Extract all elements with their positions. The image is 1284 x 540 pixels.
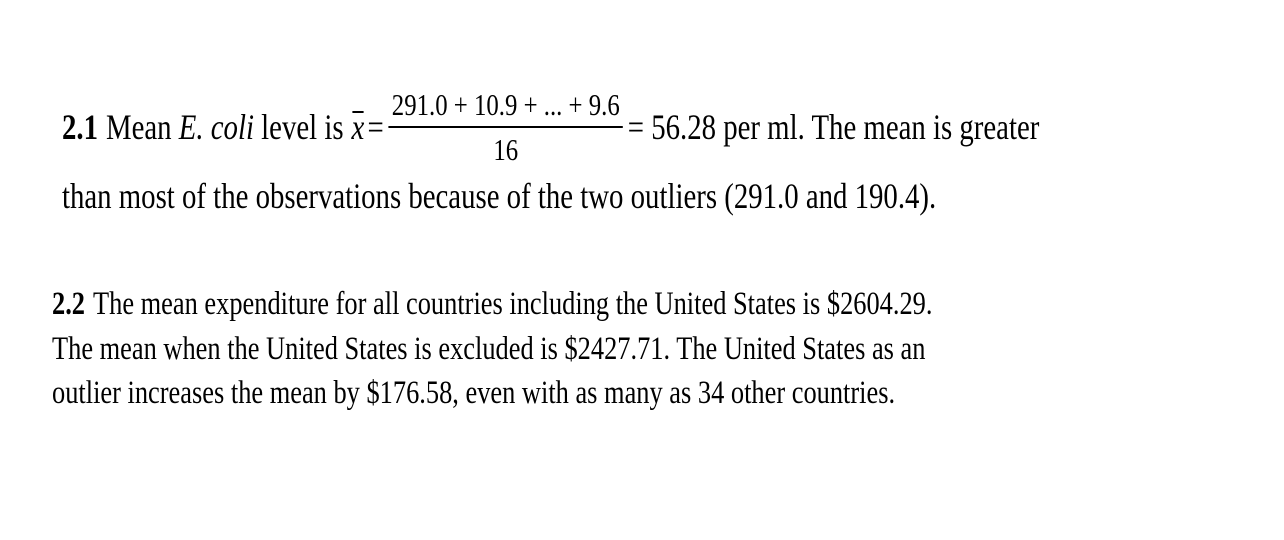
- problem-2-2-number: 2.2: [52, 286, 85, 322]
- mean-symbol: x: [351, 107, 365, 147]
- problem-2-2-line-2: [52, 333, 1144, 366]
- equals-sign: =: [367, 107, 384, 147]
- problem-2-2-line-3-text: outlier increases the mean by $176.58, even with as many as 34 other countries.: [52, 375, 896, 411]
- problem-2-1-line-2-text: than most of the observations because of the two outliers (291.0 and 190.4).: [62, 176, 937, 216]
- problem-2-1-lead-text: Mean: [106, 107, 172, 147]
- problem-2-1-after-organism: level is: [261, 107, 344, 147]
- problem-2-2-line-1-text: The mean expenditure for all countries including the United States is $2604.29.: [93, 286, 933, 322]
- fraction-denominator: 16: [493, 132, 519, 167]
- mean-fraction: [389, 89, 623, 165]
- fraction-numerator: 291.0 + 10.9 + ... + 9.6: [391, 87, 620, 122]
- problem-2-1-line-1: [62, 82, 1284, 172]
- problem-2-1-number: 2.1: [62, 107, 98, 147]
- problem-2-1-result: = 56.28 per ml. The mean is greater: [627, 107, 1040, 147]
- problem-2-2-line-2-text: The mean when the United States is excluded is $2427.71. The United States as an: [52, 331, 926, 367]
- problem-2-1-line-2: [62, 178, 1155, 214]
- problem-2-2-line-3: [52, 377, 1106, 410]
- problem-2-1-organism: E. coli: [178, 107, 254, 147]
- problem-2-2-line-1: [52, 288, 1153, 321]
